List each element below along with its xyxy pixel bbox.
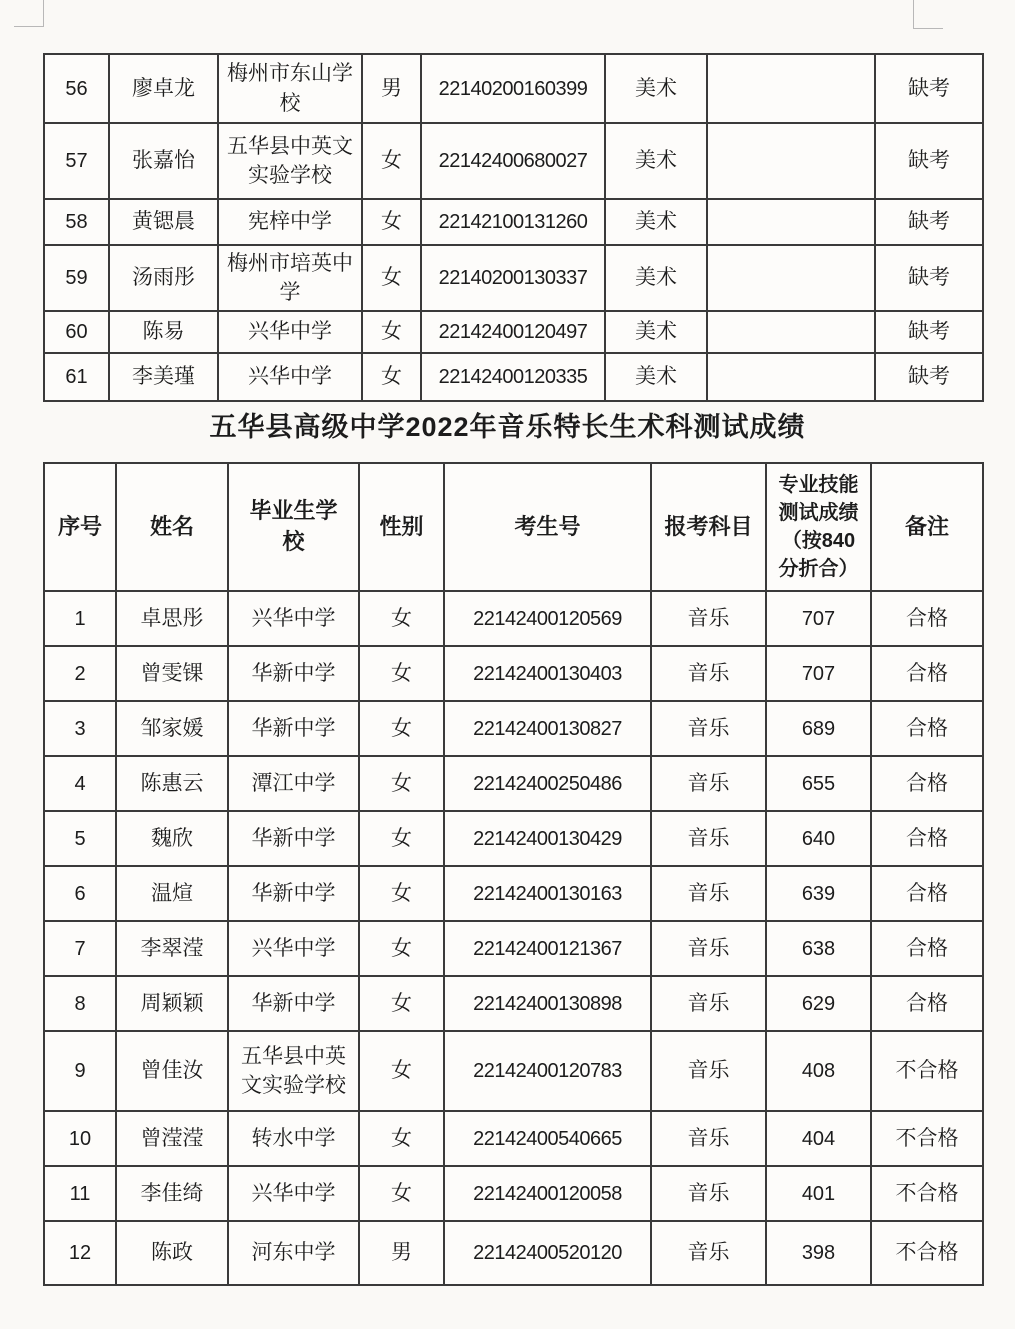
cell-exam-no: 22142400120783 [444, 1031, 651, 1111]
art-results-table [43, 53, 984, 402]
cell-school: 华新中学 [228, 646, 359, 701]
cell-exam-no: 22142400120335 [421, 353, 605, 401]
cell-score: 707 [766, 646, 871, 701]
cell-score [707, 245, 875, 311]
cell-score [707, 199, 875, 245]
cell-subject: 音乐 [651, 701, 766, 756]
header-score [766, 463, 871, 591]
cell-no: 11 [44, 1166, 116, 1221]
cell-exam-no: 22142400130827 [444, 701, 651, 756]
cell-name: 黄锶晨 [109, 199, 218, 245]
cell-score: 629 [766, 976, 871, 1031]
cell-remark: 合格 [871, 756, 983, 811]
cell-score: 408 [766, 1031, 871, 1111]
cell-gender: 女 [359, 921, 444, 976]
cell-exam-no: 22142400130163 [444, 866, 651, 921]
cell-school: 华新中学 [228, 866, 359, 921]
cell-no: 3 [44, 701, 116, 756]
cell-no: 10 [44, 1111, 116, 1166]
cell-name: 陈惠云 [116, 756, 228, 811]
cell-no: 56 [44, 54, 109, 123]
cell-subject: 音乐 [651, 976, 766, 1031]
cell-remark: 缺考 [875, 54, 983, 123]
cell-remark: 合格 [871, 866, 983, 921]
cell-gender: 女 [359, 1111, 444, 1166]
cell-subject: 音乐 [651, 921, 766, 976]
cell-school: 华新中学 [228, 976, 359, 1031]
cell-no: 61 [44, 353, 109, 401]
cell-gender: 男 [359, 1221, 444, 1285]
table-row [44, 811, 983, 866]
cell-gender: 女 [359, 811, 444, 866]
cell-gender: 女 [362, 245, 421, 311]
cell-name: 张嘉怡 [109, 123, 218, 199]
cell-name: 曾佳汝 [116, 1031, 228, 1111]
cell-remark: 不合格 [871, 1166, 983, 1221]
cell-school: 华新中学 [228, 811, 359, 866]
cell-exam-no: 22142400680027 [421, 123, 605, 199]
cell-remark: 合格 [871, 701, 983, 756]
cell-exam-no: 22140200130337 [421, 245, 605, 311]
cell-exam-no: 22142400130898 [444, 976, 651, 1031]
cell-score [707, 54, 875, 123]
cell-subject: 音乐 [651, 1166, 766, 1221]
cell-no: 2 [44, 646, 116, 701]
cell-subject: 美术 [605, 199, 707, 245]
table-row [44, 123, 983, 199]
cell-remark: 缺考 [875, 123, 983, 199]
table-row [44, 976, 983, 1031]
cell-subject: 美术 [605, 311, 707, 353]
music-table-title: 五华县高级中学2022年音乐特长生术科测试成绩 [209, 412, 806, 442]
cell-school: 兴华中学 [228, 1166, 359, 1221]
cell-name: 李美瑾 [109, 353, 218, 401]
table-row [44, 54, 983, 123]
cell-name: 陈易 [109, 311, 218, 353]
table-row [44, 646, 983, 701]
cell-exam-no: 22142100131260 [421, 199, 605, 245]
table-row [44, 199, 983, 245]
cell-subject: 美术 [605, 123, 707, 199]
cell-no: 12 [44, 1221, 116, 1285]
cell-remark: 合格 [871, 811, 983, 866]
cell-name: 李佳绮 [116, 1166, 228, 1221]
cell-remark: 合格 [871, 921, 983, 976]
cell-name: 邹家媛 [116, 701, 228, 756]
music-results-table-wrap [43, 462, 984, 1286]
cell-no: 60 [44, 311, 109, 353]
cell-name: 卓思彤 [116, 591, 228, 646]
cell-school: 宪梓中学 [218, 199, 362, 245]
cell-subject: 音乐 [651, 756, 766, 811]
table-row [44, 353, 983, 401]
cell-name: 汤雨彤 [109, 245, 218, 311]
cell-subject: 音乐 [651, 1221, 766, 1285]
cell-no: 59 [44, 245, 109, 311]
cell-subject: 音乐 [651, 811, 766, 866]
table-row [44, 1111, 983, 1166]
cell-score: 707 [766, 591, 871, 646]
cell-exam-no: 22142400120497 [421, 311, 605, 353]
cell-exam-no: 22142400540665 [444, 1111, 651, 1166]
cell-subject: 美术 [605, 54, 707, 123]
cell-name: 陈政 [116, 1221, 228, 1285]
cell-exam-no: 22142400121367 [444, 921, 651, 976]
header-remark: 备注 [871, 463, 983, 591]
cell-exam-no: 22142400520120 [444, 1221, 651, 1285]
page-corner-mark-right [913, 0, 943, 29]
cell-no: 57 [44, 123, 109, 199]
header-school-label: 毕业生学校 [249, 498, 338, 554]
header-school [228, 463, 359, 591]
cell-gender: 女 [362, 311, 421, 353]
cell-school: 梅州市培英中学 [218, 245, 362, 311]
cell-school: 转水中学 [228, 1111, 359, 1166]
cell-name: 温煊 [116, 866, 228, 921]
table-row [44, 591, 983, 646]
header-score-label: 专业技能测试成绩（按840分折合） [778, 474, 859, 580]
cell-remark: 合格 [871, 976, 983, 1031]
cell-name: 廖卓龙 [109, 54, 218, 123]
cell-no: 5 [44, 811, 116, 866]
cell-score: 401 [766, 1166, 871, 1221]
cell-score [707, 123, 875, 199]
table-row [44, 245, 983, 311]
cell-remark: 不合格 [871, 1111, 983, 1166]
cell-gender: 女 [359, 866, 444, 921]
cell-gender: 女 [359, 976, 444, 1031]
cell-gender: 女 [359, 701, 444, 756]
page-corner-mark-left [14, 0, 44, 27]
cell-exam-no: 22142400250486 [444, 756, 651, 811]
cell-score [707, 353, 875, 401]
header-gender: 性别 [359, 463, 444, 591]
header-name: 姓名 [116, 463, 228, 591]
table-row [44, 1166, 983, 1221]
cell-subject: 音乐 [651, 646, 766, 701]
cell-exam-no: 22142400130403 [444, 646, 651, 701]
cell-exam-no: 22142400120058 [444, 1166, 651, 1221]
cell-name: 魏欣 [116, 811, 228, 866]
cell-no: 6 [44, 866, 116, 921]
cell-gender: 女 [359, 756, 444, 811]
cell-remark: 缺考 [875, 199, 983, 245]
cell-remark: 不合格 [871, 1221, 983, 1285]
cell-school: 华新中学 [228, 701, 359, 756]
cell-no: 8 [44, 976, 116, 1031]
cell-remark: 缺考 [875, 311, 983, 353]
cell-score [707, 311, 875, 353]
table-row [44, 701, 983, 756]
cell-score: 398 [766, 1221, 871, 1285]
cell-school: 兴华中学 [228, 921, 359, 976]
cell-no: 9 [44, 1031, 116, 1111]
cell-exam-no: 22142400120569 [444, 591, 651, 646]
cell-remark: 缺考 [875, 353, 983, 401]
cell-score: 638 [766, 921, 871, 976]
cell-score: 689 [766, 701, 871, 756]
cell-name: 曾滢滢 [116, 1111, 228, 1166]
cell-no: 7 [44, 921, 116, 976]
music-table-header [44, 463, 983, 591]
table-row [44, 1221, 983, 1285]
cell-name: 李翠滢 [116, 921, 228, 976]
cell-gender: 女 [362, 353, 421, 401]
table-row [44, 311, 983, 353]
cell-subject: 美术 [605, 353, 707, 401]
cell-name: 周颖颖 [116, 976, 228, 1031]
music-results-table [43, 462, 984, 1286]
cell-score: 640 [766, 811, 871, 866]
cell-gender: 女 [362, 123, 421, 199]
cell-gender: 男 [362, 54, 421, 123]
cell-remark: 合格 [871, 646, 983, 701]
cell-remark: 缺考 [875, 245, 983, 311]
cell-score: 404 [766, 1111, 871, 1166]
cell-no: 4 [44, 756, 116, 811]
cell-remark: 不合格 [871, 1031, 983, 1111]
cell-school: 五华县中英文实验学校 [228, 1031, 359, 1111]
cell-score: 655 [766, 756, 871, 811]
cell-school: 兴华中学 [218, 311, 362, 353]
table-row [44, 921, 983, 976]
cell-no: 58 [44, 199, 109, 245]
cell-gender: 女 [362, 199, 421, 245]
cell-school: 梅州市东山学校 [218, 54, 362, 123]
cell-gender: 女 [359, 591, 444, 646]
header-exam-no: 考生号 [444, 463, 651, 591]
cell-gender: 女 [359, 1166, 444, 1221]
table-row [44, 866, 983, 921]
cell-subject: 音乐 [651, 591, 766, 646]
cell-subject: 音乐 [651, 1111, 766, 1166]
cell-gender: 女 [359, 646, 444, 701]
cell-school: 五华县中英文实验学校 [218, 123, 362, 199]
cell-gender: 女 [359, 1031, 444, 1111]
art-results-table-wrap [43, 53, 984, 402]
cell-remark: 合格 [871, 591, 983, 646]
header-row [44, 463, 983, 591]
cell-name: 曾雯锞 [116, 646, 228, 701]
cell-school: 潭江中学 [228, 756, 359, 811]
cell-school: 河东中学 [228, 1221, 359, 1285]
cell-subject: 音乐 [651, 1031, 766, 1111]
header-subject: 报考科目 [651, 463, 766, 591]
cell-school: 兴华中学 [218, 353, 362, 401]
cell-exam-no: 22142400130429 [444, 811, 651, 866]
cell-subject: 美术 [605, 245, 707, 311]
cell-school: 兴华中学 [228, 591, 359, 646]
cell-no: 1 [44, 591, 116, 646]
cell-subject: 音乐 [651, 866, 766, 921]
cell-exam-no: 22140200160399 [421, 54, 605, 123]
table-row [44, 756, 983, 811]
cell-score: 639 [766, 866, 871, 921]
header-no: 序号 [44, 463, 116, 591]
table-row [44, 1031, 983, 1111]
